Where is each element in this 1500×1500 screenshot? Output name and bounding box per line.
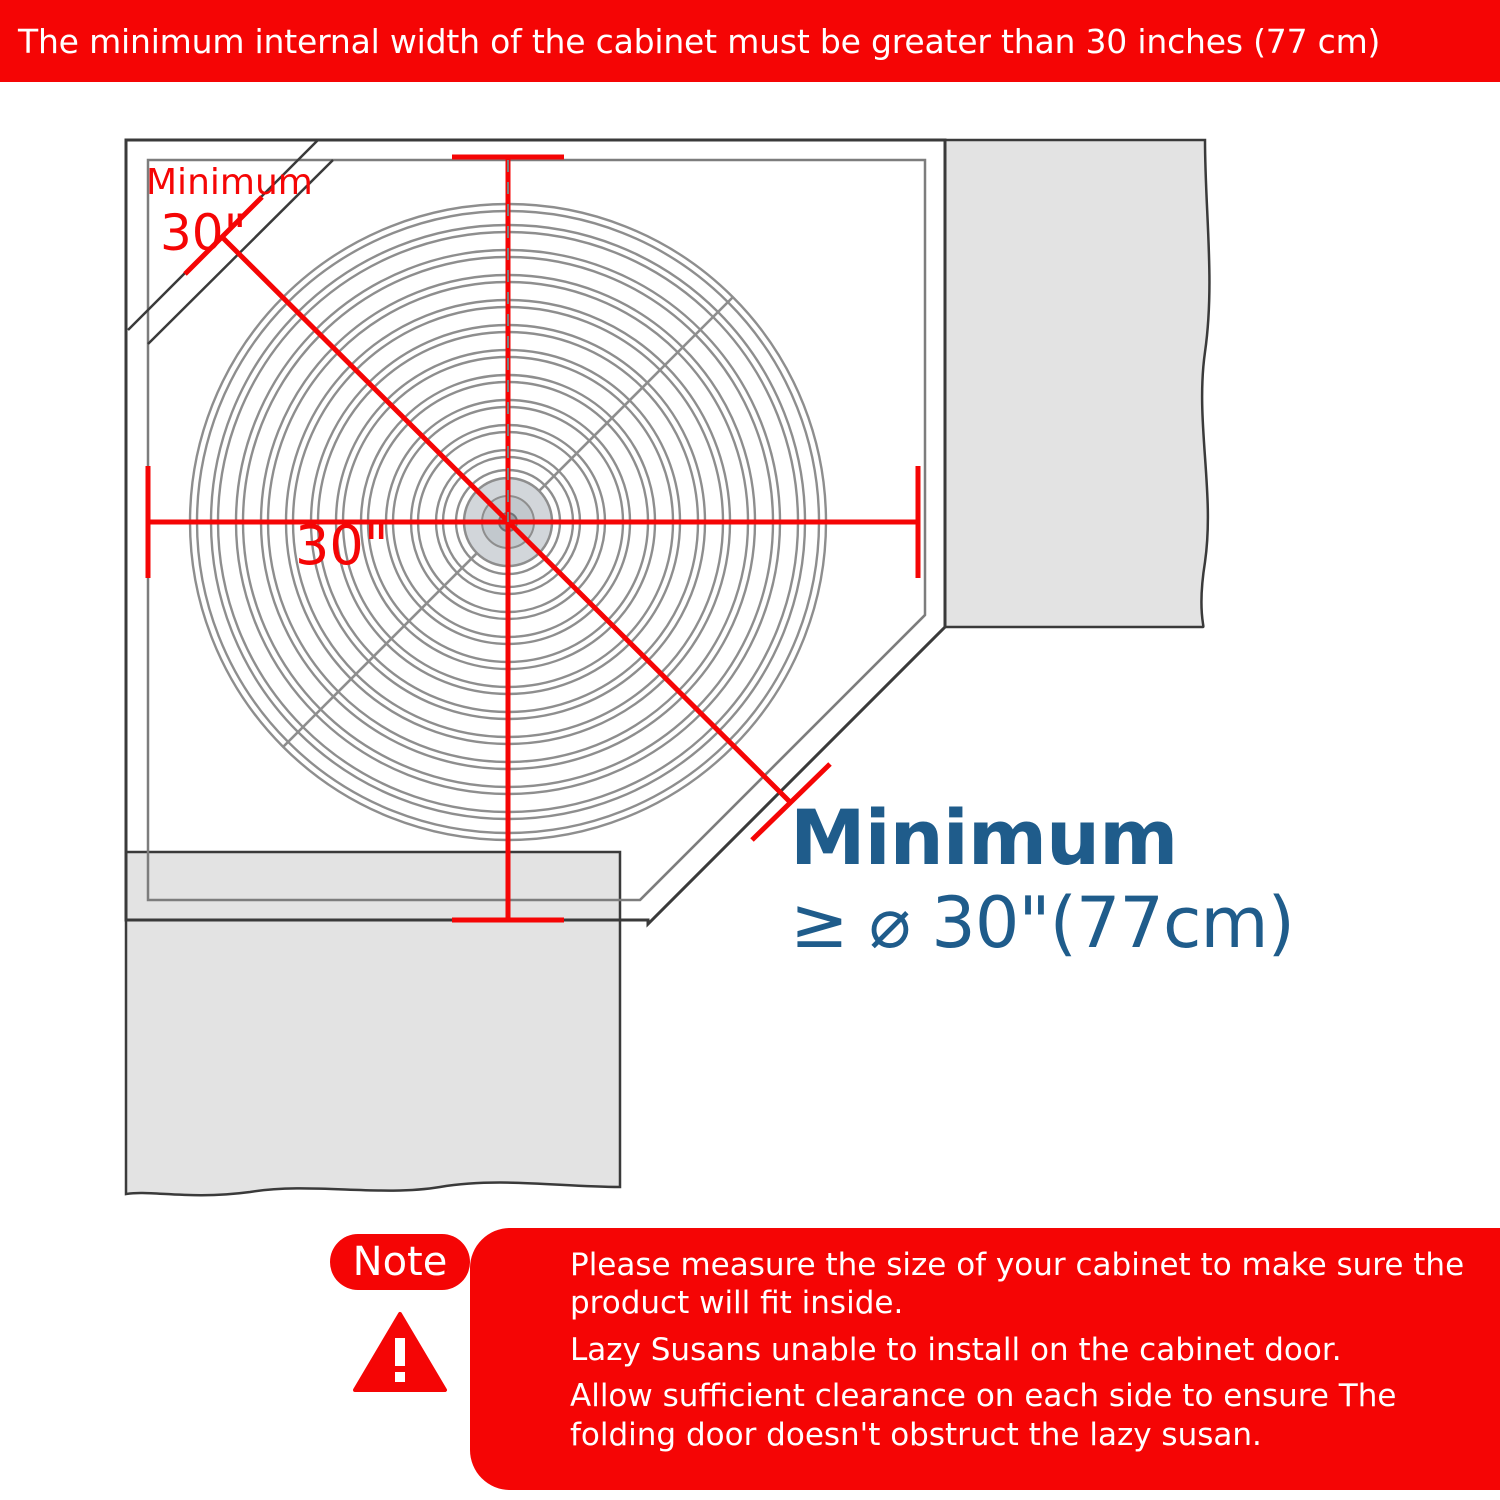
diagram-svg xyxy=(0,82,1500,1222)
note-section xyxy=(0,1222,1500,1500)
note-line-2: Lazy Susans unable to install on the cabinet door. xyxy=(570,1331,1342,1368)
note-line-3: Allow sufficient clearance on each side to ensure The folding door doesn't obstruct the lazy susan. xyxy=(570,1378,1397,1453)
note-bubble xyxy=(470,1228,1500,1490)
minimum-callout xyxy=(790,793,1430,971)
note-line-1: Please measure the size of your cabinet to make sure the product will fit inside. xyxy=(570,1247,1465,1322)
diagonal-dimension-label: 30" xyxy=(160,204,247,262)
banner-text: The minimum internal width of the cabinet must be greater than 30 inches (77 cm) xyxy=(18,21,1381,61)
note-badge: Note xyxy=(330,1234,470,1290)
horizontal-dimension-label: 30" xyxy=(295,514,389,577)
top-warning-banner xyxy=(0,0,1500,82)
warning-triangle-icon xyxy=(352,1310,448,1396)
minimum-small-label: Minimum xyxy=(146,162,313,203)
right-cabinet-panel xyxy=(945,140,1209,627)
minimum-callout-word: Minimum xyxy=(790,793,1178,882)
cabinet-diagram xyxy=(0,82,1500,1222)
minimum-callout-dimension: ≥ ⌀ 30"(77cm) xyxy=(790,882,1294,964)
